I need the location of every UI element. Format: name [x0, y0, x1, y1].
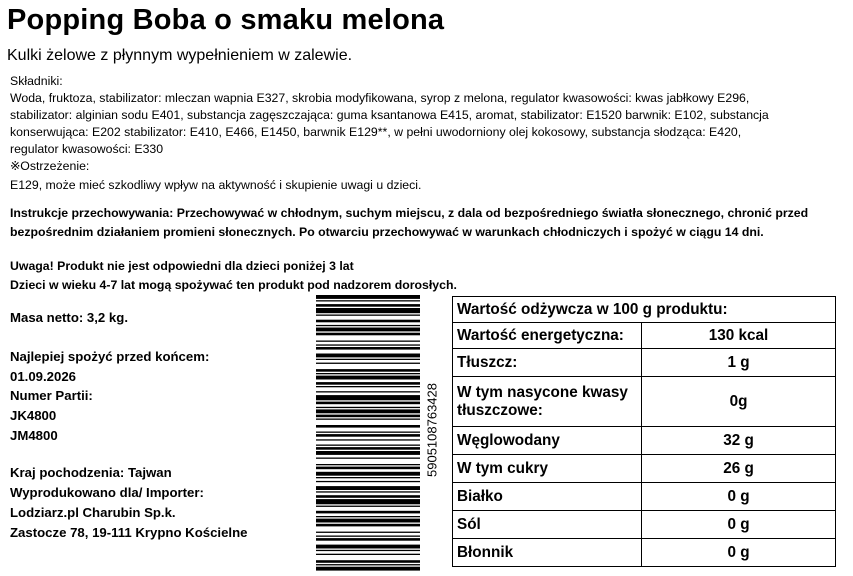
barcode-bar: [316, 386, 420, 387]
storage-line: Instrukcje przechowywania: Przechowywać w chłodnym, suchym miejscu, z dala od bezpośredniego światła słonecznego, chronić przed: [10, 206, 809, 220]
barcode-bar: [316, 439, 420, 440]
ingredients-line: konserwująca: E202 stabilizator: E410, E466, E1450, barwnik E129**, w pełni uwodorniony olej kokosowy, substancja słodząca: E420,: [10, 125, 742, 139]
barcode-bar: [316, 369, 420, 372]
barcode-bar: [316, 344, 420, 345]
barcode-bar: [316, 447, 420, 450]
ean-number-text: 5905108763428: [424, 383, 440, 477]
barcode-bar: [316, 458, 420, 459]
barcode-bar: [316, 564, 420, 565]
barcode-bar: [316, 532, 420, 533]
barcode-bar: [316, 391, 420, 392]
barcode-bar: [316, 415, 420, 418]
importer-address: Zastocze 78, 19-111 Krypno Kościelne: [10, 525, 248, 540]
barcode-bar: [316, 554, 420, 555]
barcode-bar: [316, 341, 420, 342]
barcode-bar: [316, 519, 420, 523]
storage-line: bezpośrednim działaniem promieni słonecznych. Po otwarciu przechowywać w warunkach chłodniczych i spożyć w ciągu 14 dni.: [10, 225, 764, 239]
barcode-bar: [316, 486, 420, 490]
barcode-bar: [316, 376, 420, 380]
batch-code: JK4800: [10, 408, 57, 423]
storage-instructions: [10, 204, 840, 242]
nutrition-value: 1 g: [642, 349, 836, 377]
importer-name: Lodziarz.pl Charubin Sp.k.: [10, 505, 176, 520]
warning-text: E129, może mieć szkodliwy wpływ na aktywność i skupienie uwagi u dzieci.: [10, 178, 422, 192]
nutrition-label: Wartość energetyczna:: [453, 323, 642, 349]
barcode-bar: [316, 511, 420, 514]
barcode-bar: [316, 363, 420, 364]
nutrition-value: 0g: [642, 377, 836, 427]
barcode-bar: [316, 538, 420, 541]
barcode-bar: [316, 325, 420, 326]
barcode-bar: [316, 347, 420, 350]
barcode-bar: [316, 434, 420, 437]
barcode-bar: [316, 506, 420, 507]
ingredients-line: stabilizator: alginian sodu E401, substancja zagęszczająca: guma ksantanowa E415, aromat, stabilizator: E1520 barwnik: E102, substancja: [10, 108, 769, 122]
product-title: Popping Boba o smaku melona: [7, 4, 445, 36]
barcode-bar: [316, 407, 420, 408]
batch-code: JM4800: [10, 428, 58, 443]
barcode-bar: [316, 467, 420, 470]
barcode-bar: [316, 432, 420, 433]
importer-label: Wyprodukowano dla/ Importer:: [10, 485, 204, 500]
barcode-bar: [316, 550, 420, 551]
barcode-bar: [316, 524, 420, 527]
barcode-bar: [316, 402, 420, 405]
barcode-bar: [316, 308, 420, 313]
ean-number: [420, 370, 444, 490]
nutrition-value: 130 kcal: [642, 323, 836, 349]
barcode-bar: [316, 536, 420, 537]
barcode-bar: [316, 451, 420, 455]
ingredients-heading: Składniki:: [10, 74, 63, 88]
nutrition-table: [452, 296, 836, 567]
nutrition-header: Wartość odżywcza w 100 g produktu:: [453, 297, 836, 323]
nutrition-value: 32 g: [642, 427, 836, 455]
nutrition-label: [453, 377, 642, 427]
barcode-bar: [316, 481, 420, 482]
nutrition-value: 0 g: [642, 539, 836, 567]
net-weight: Masa netto: 3,2 kg.: [10, 310, 128, 325]
children-warning-line: Dzieci w wieku 4-7 lat mogą spożywać ten produkt pod nadzorem dorosłych.: [10, 278, 457, 292]
barcode-bar: [316, 328, 420, 332]
barcode-bar: [316, 472, 420, 476]
barcode-bar: [316, 304, 420, 307]
barcode-bar: [316, 516, 420, 517]
barcode-bar: [316, 419, 420, 420]
barcode-bar: [316, 545, 420, 549]
barcode-bar: [316, 315, 420, 316]
best-before-date: 01.09.2026: [10, 369, 77, 384]
barcode-bar: [316, 320, 420, 323]
barcode-bar: [316, 409, 420, 413]
barcode-bar: [316, 495, 420, 498]
ingredients-line: Woda, fruktoza, stabilizator: mleczan wapnia E327, skrobia modyfikowana, syrop z melona, regulator kwasowości: kwas jabłkowy E296,: [10, 91, 750, 105]
barcode-bar: [316, 560, 420, 563]
barcode-bar: [316, 354, 420, 358]
ingredients-line: regulator kwasowości: E330: [10, 142, 164, 156]
barcode-image: [316, 295, 420, 573]
barcode-bar: [316, 295, 420, 299]
barcode-bar: [316, 499, 420, 504]
product-subtitle: Kulki żelowe z płynnym wypełnieniem w zalewie.: [7, 47, 353, 64]
barcode-bar: [316, 382, 420, 385]
children-warning: [10, 257, 457, 295]
warning-heading: ※Ostrzeżenie:: [10, 159, 90, 173]
nutrition-label: Tłuszcz:: [453, 349, 642, 377]
nutrition-label-line: tłuszczowe:: [457, 401, 543, 419]
barcode-bar: [316, 359, 420, 360]
nutrition-label-line: W tym nasycone kwasy: [457, 383, 628, 401]
barcode-bar: [316, 464, 420, 465]
barcode-bar: [316, 425, 420, 428]
best-before-label: Najlepiej spożyć przed końcem:: [10, 349, 210, 364]
origin-country: Kraj pochodzenia: Tajwan: [10, 465, 172, 480]
children-warning-line: Uwaga! Produkt nie jest odpowiedni dla dzieci poniżej 3 lat: [10, 259, 354, 273]
barcode-bar: [316, 567, 420, 571]
nutrition-label: W tym cukry: [453, 455, 642, 483]
barcode-bar: [316, 395, 420, 400]
nutrition-label: Białko: [453, 483, 642, 511]
ingredients-text: [10, 90, 810, 158]
nutrition-label: Błonnik: [453, 539, 642, 567]
barcode-bar: [316, 333, 420, 336]
nutrition-value: 0 g: [642, 511, 836, 539]
nutrition-value: 0 g: [642, 483, 836, 511]
barcode-bar: [316, 445, 420, 446]
nutrition-label: Sól: [453, 511, 642, 539]
barcode-bar: [316, 300, 420, 301]
barcode-bar: [316, 373, 420, 374]
barcode-bar: [316, 491, 420, 492]
barcode-bar: [316, 477, 420, 478]
nutrition-value: 26 g: [642, 455, 836, 483]
nutrition-label: Węglowodany: [453, 427, 642, 455]
batch-label: Numer Partii:: [10, 388, 93, 403]
